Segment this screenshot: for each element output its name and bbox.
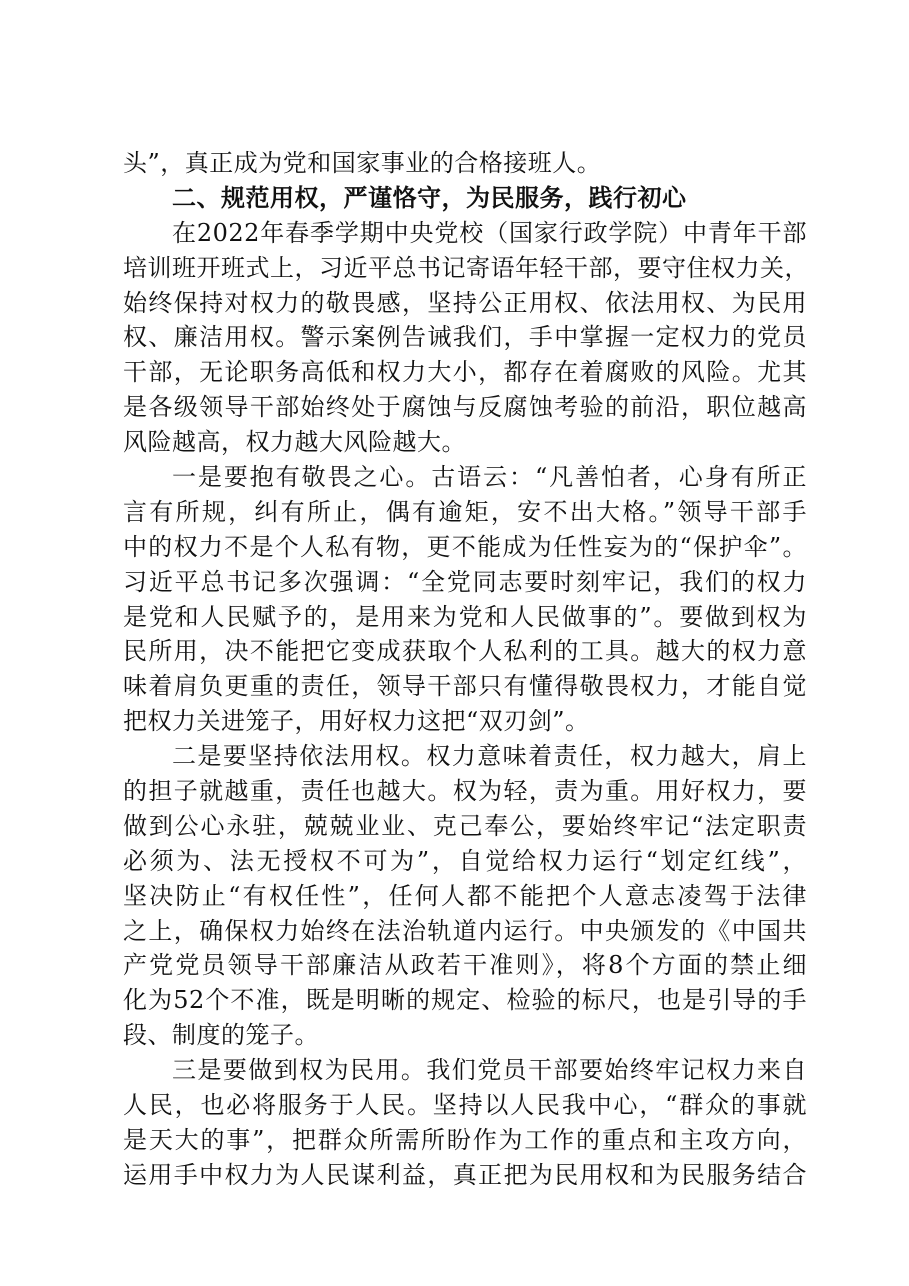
- body-text-line: 干部，无论职务高低和权力大小，都存在着腐败的风险。尤其: [123, 358, 807, 387]
- body-text-line: 言有所规，纠有所止，偶有逾矩，安不出大格。”领导干部手: [123, 497, 807, 526]
- body-text-line: 在2022年春季学期中央党校（国家行政学院）中青年干部: [172, 218, 807, 247]
- body-text-line: 产党党员领导干部廉洁从政若干准则》，将8个方面的禁止细: [123, 951, 807, 980]
- section-heading: 二、规范用权，严谨恪守，为民服务，践行初心: [172, 182, 687, 212]
- body-text-line: 把权力关进笼子，用好权力这把“双刃剑”。: [123, 707, 590, 736]
- body-text-line: 一是要抱有敬畏之心。古语云：“凡善怕者，心身有所正: [172, 463, 807, 492]
- body-text-line: 是党和人民赋予的，是用来为党和人民做事的”。要做到权为: [123, 602, 807, 631]
- body-text-line: 风险越高，权力越大风险越大。: [123, 428, 466, 457]
- body-text-line: 习近平总书记多次强调：“全党同志要时刻牢记，我们的权力: [123, 567, 807, 596]
- body-text-line: 段、制度的笼子。: [123, 1021, 319, 1050]
- body-text-line: 头”，真正成为党和国家事业的合格接班人。: [123, 149, 602, 177]
- body-text-line: 之上，确保权力始终在法治轨道内运行。中央颁发的《中国共: [123, 916, 807, 945]
- body-text-line: 三是要做到权为民用。我们党员干部要始终牢记权力来自: [172, 1056, 807, 1085]
- body-text-line: 味着肩负更重的责任，领导干部只有懂得敬畏权力，才能自觉: [123, 672, 807, 701]
- body-text-line: 二是要坚持依法用权。权力意味着责任，权力越大，肩上: [172, 742, 807, 771]
- body-text-line: 民所用，决不能把它变成获取个人私利的工具。越大的权力意: [123, 637, 807, 666]
- body-text-line: 做到公心永驻，兢兢业业、克己奉公，要始终牢记“法定职责: [123, 811, 807, 840]
- body-text-line: 的担子就越重，责任也越大。权为轻，责为重。用好权力，要: [123, 777, 807, 806]
- body-text-line: 是天大的事”，把群众所需所盼作为工作的重点和主攻方向，: [123, 1125, 807, 1154]
- body-text-line: 培训班开班式上，习近平总书记寄语年轻干部，要守住权力关，: [123, 253, 809, 282]
- body-text-line: 中的权力不是个人私有物，更不能成为任性妄为的“保护伞”。: [123, 532, 807, 561]
- body-text-line: 必须为、法无授权不可为”，自觉给权力运行“划定红线”，: [123, 846, 807, 875]
- document-body: [123, 146, 807, 1193]
- body-text-line: 坚决防止“有权任性”，任何人都不能把个人意志凌驾于法律: [123, 881, 807, 910]
- body-text-line: 权、廉洁用权。警示案例告诫我们，手中掌握一定权力的党员: [123, 323, 807, 352]
- body-text-line: 人民，也必将服务于人民。坚持以人民我中心，“群众的事就: [123, 1091, 807, 1120]
- body-text-line: 运用手中权力为人民谋利益，真正把为民用权和为民服务结合: [123, 1160, 807, 1189]
- body-text-line: 是各级领导干部始终处于腐蚀与反腐蚀考验的前沿，职位越高: [123, 393, 807, 422]
- body-text-line: 化为52个不准，既是明晰的规定、检验的标尺，也是引导的手: [123, 986, 807, 1015]
- body-text-line: 始终保持对权力的敬畏感，坚持公正用权、依法用权、为民用: [123, 288, 807, 317]
